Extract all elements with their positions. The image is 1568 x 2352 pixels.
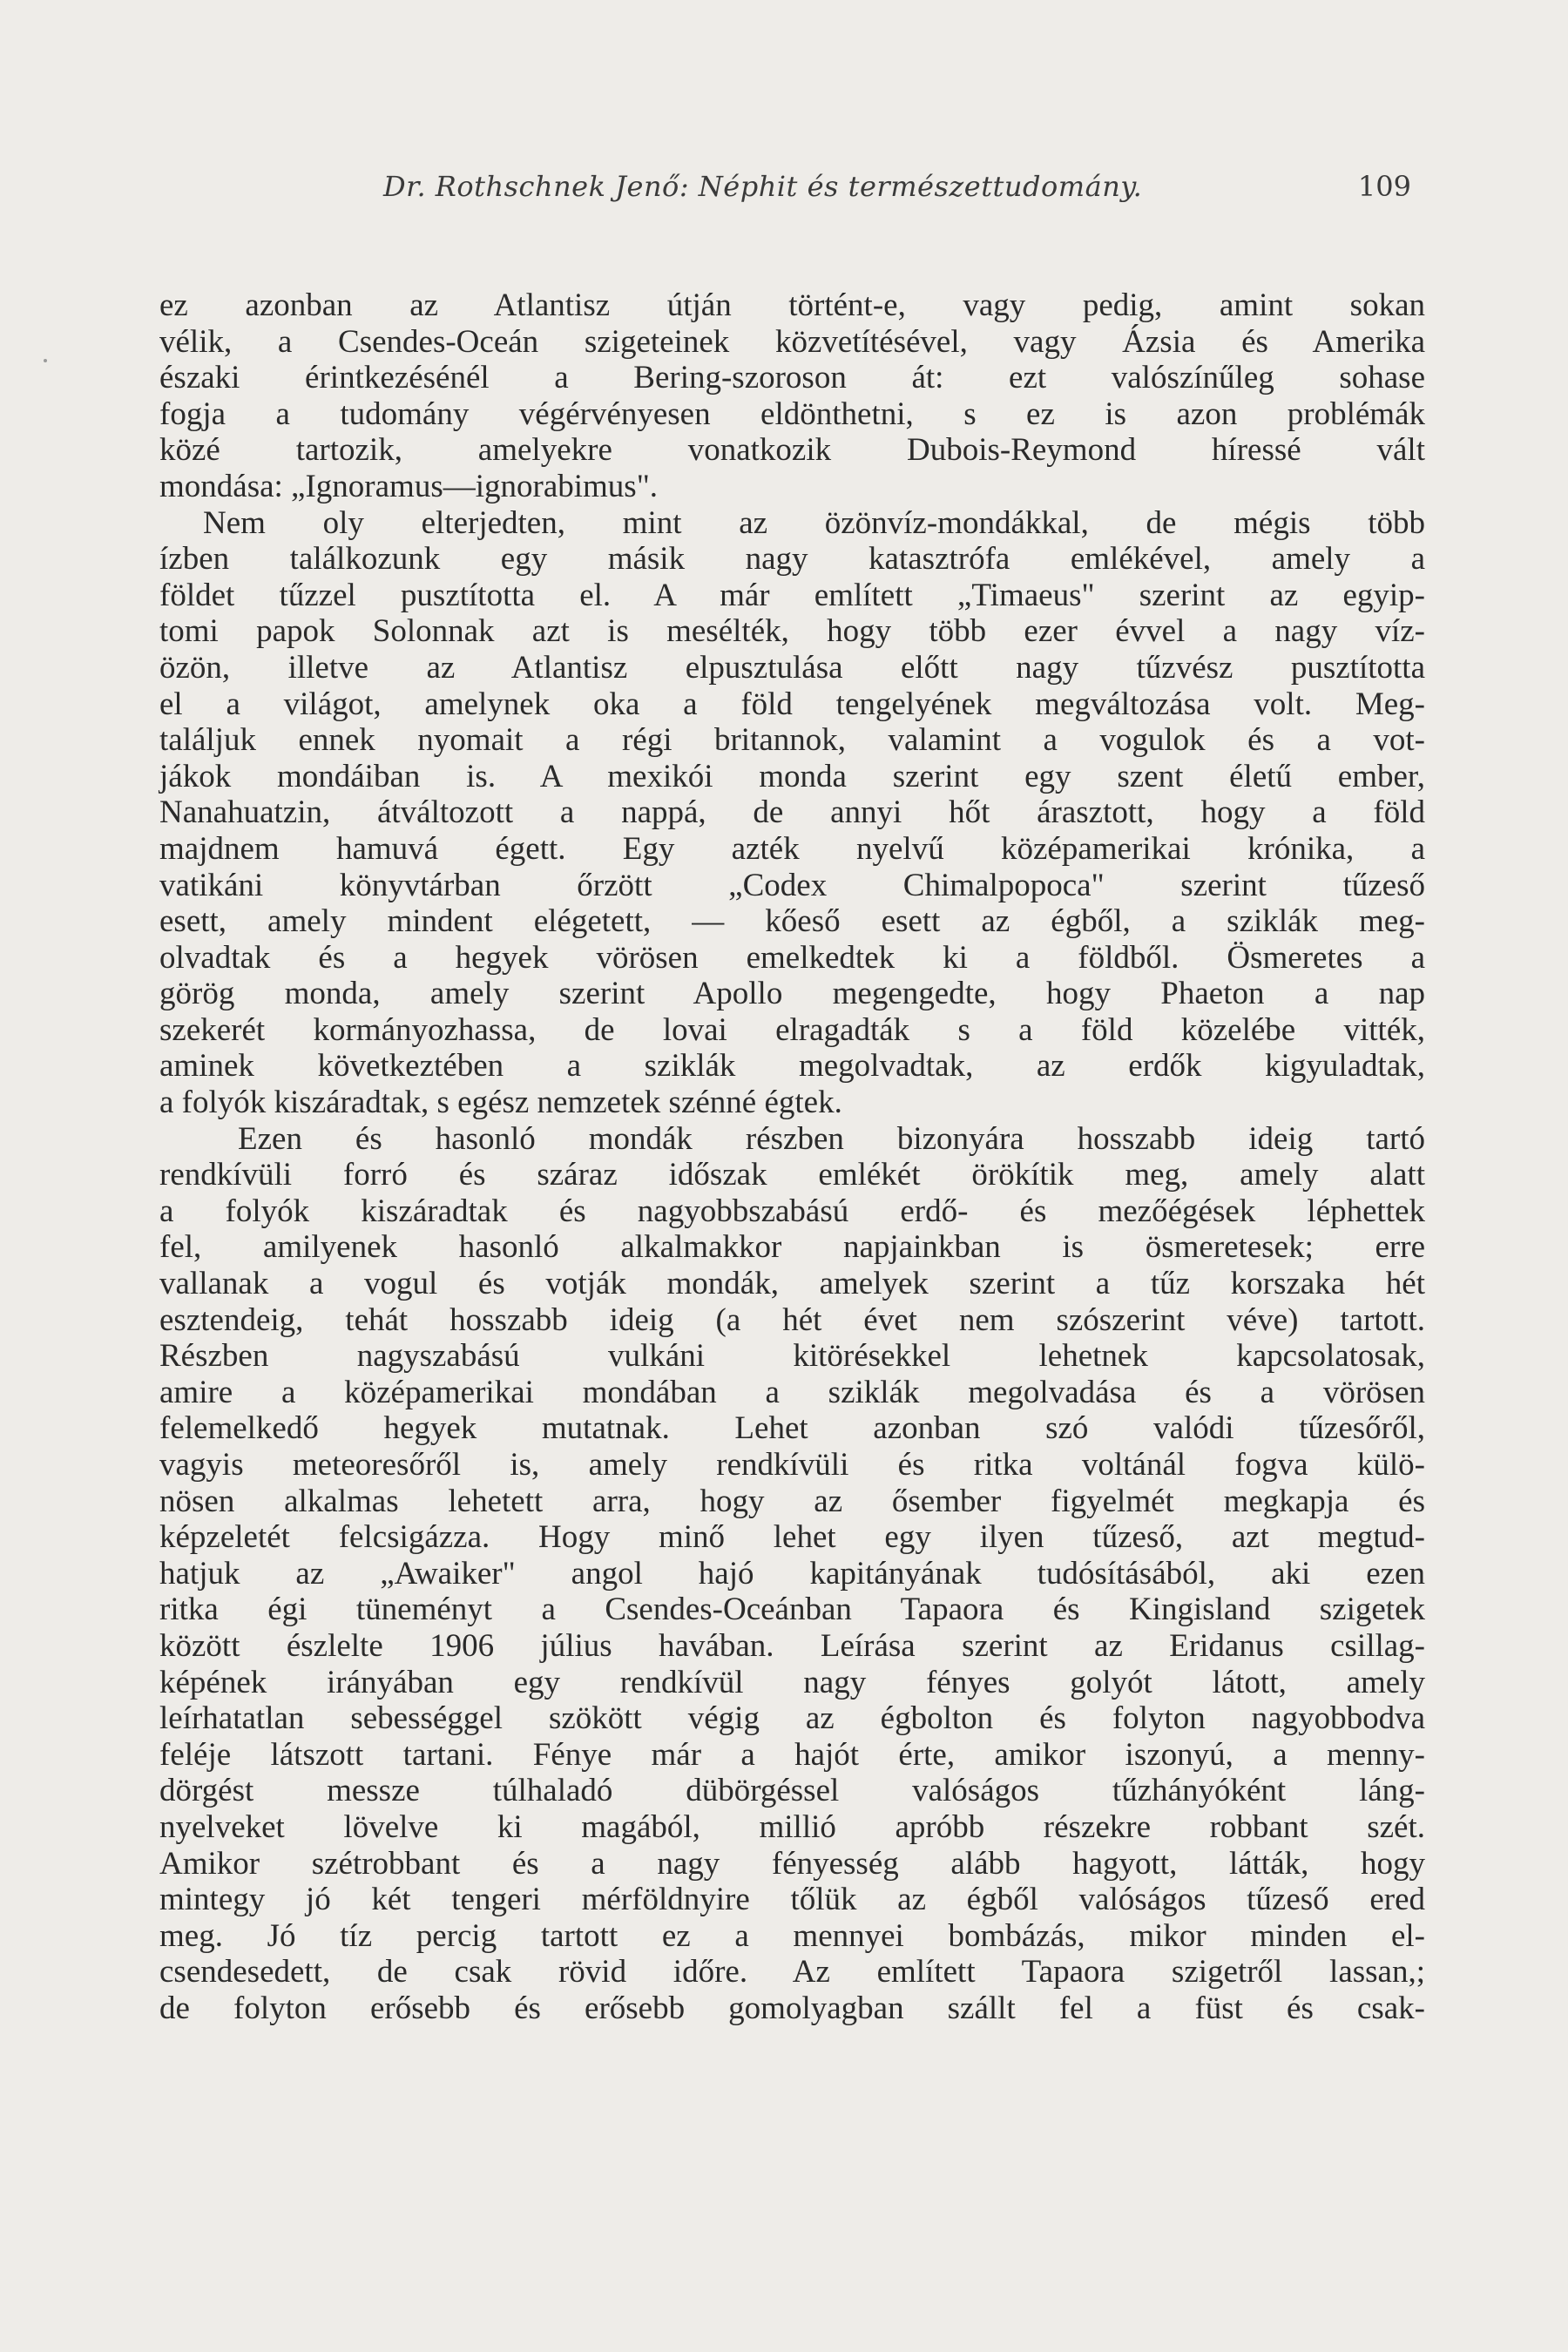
text-line: képének irányában egy rendkívül nagy fényes golyót látott, amely xyxy=(159,1664,1425,1700)
text-line: nösen alkalmas lehetett arra, hogy az ősember figyelmét megkapja és xyxy=(159,1483,1425,1519)
text-line: között észlelte 1906 július havában. Leírása szerint az Eridanus csillag- xyxy=(159,1627,1425,1664)
text-line: tomi papok Solonnak azt is mesélték, hogy több ezer évvel a nagy víz- xyxy=(159,613,1425,650)
text-line: özön, illetve az Atlantisz elpusztulása előtt nagy tűzvész pusztította xyxy=(159,649,1425,686)
text-line: el a világot, amelynek oka a föld tengelyének megváltozása volt. Meg- xyxy=(159,686,1425,722)
text-line: vagyis meteoresőről is, amely rendkívüli és ritka voltánál fogva külö- xyxy=(159,1447,1425,1483)
text-line: találjuk ennek nyomait a régi britannok, valamint a vogulok és a vot- xyxy=(159,722,1425,759)
text-line: ez azonban az Atlantisz útján történt-e, vagy pedig, amint sokan xyxy=(159,287,1425,323)
text-line: földet tűzzel pusztította el. A már említett „Timaeus" szerint az egyip- xyxy=(159,577,1425,613)
text-line: Amikor szétrobbant és a nagy fényesség alább hagyott, látták, hogy xyxy=(159,1845,1425,1882)
text-line: mintegy jó két tengeri mérföldnyire tőlük az égből valóságos tűzeső ered xyxy=(159,1882,1425,1918)
text-line: jákok mondáiban is. A mexikói monda szerint egy szent életű ember, xyxy=(159,758,1425,794)
page-speck xyxy=(44,359,47,362)
text-line: de folyton erősebb és erősebb gomolyagban szállt fel a füst és csak- xyxy=(159,1990,1425,2026)
text-line: görög monda, amely szerint Apollo megengedte, hogy Phaeton a nap xyxy=(159,976,1425,1012)
text-line: Részben nagyszabású vulkáni kitörésekkel lehetnek kapcsolatosak, xyxy=(159,1338,1425,1375)
text-line: mondása: „Ignoramus—ignorabimus". xyxy=(159,468,659,504)
text-line: szekerét kormányozhassa, de lovai elragadták s a föld közelébe vitték, xyxy=(159,1011,1425,1048)
text-line: Nanahuatzin, átváltozott a nappá, de annyi hőt árasztott, hogy a föld xyxy=(159,794,1425,831)
text-line: csendesedett, de csak rövid időre. Az említett Tapaora szigetről lassan,; xyxy=(159,1954,1425,1990)
text-line: ritka égi tüneményt a Csendes-Oceánban Tapaora és Kingisland szigetek xyxy=(159,1592,1425,1628)
text-line: fogja a tudomány végérvényesen eldönthetni, s ez is azon problémák xyxy=(159,395,1425,432)
running-header xyxy=(383,170,1411,213)
text-line: feléje látszott tartani. Fénye már a hajót érte, amikor iszonyú, a menny- xyxy=(159,1736,1425,1773)
text-line: vatikáni könyvtárban őrzött „Codex Chimalpopoca" szerint tűzeső xyxy=(159,867,1425,903)
text-line: aminek következtében a sziklák megolvadtak, az erdők kigyuladtak, xyxy=(159,1048,1425,1085)
text-line: a folyók kiszáradtak és nagyobbszabású erdő- és mezőégések léphettek xyxy=(159,1193,1425,1229)
text-line: esztendeig, tehát hosszabb ideig (a hét évet nem szószerint véve) tartott. xyxy=(159,1301,1425,1338)
page-number: 109 xyxy=(1357,170,1411,203)
text-line: fel, amilyenek hasonló alkalmakkor napjainkban is ösmeretesek; erre xyxy=(159,1229,1425,1266)
text-line: közé tartozik, amelyekre vonatkozik Dubois-Reymond híressé vált xyxy=(159,432,1425,469)
text-line: Nem oly elterjedten, mint az özönvíz-mondákkal, de mégis több xyxy=(203,504,1425,541)
text-line: vallanak a vogul és votják mondák, amelyek szerint a tűz korszaka hét xyxy=(159,1266,1425,1302)
text-line: amire a középamerikai mondában a sziklák megolvadása és a vörösen xyxy=(159,1374,1425,1410)
text-line: Ezen és hasonló mondák részben bizonyára hosszabb ideig tartó xyxy=(238,1120,1425,1157)
text-line: esett, amely mindent elégetett, — kőeső esett az égből, a sziklák meg- xyxy=(159,903,1425,940)
body-text xyxy=(159,287,1425,2027)
text-line: meg. Jó tíz percig tartott ez a mennyei bombázás, mikor minden el- xyxy=(159,1917,1425,1954)
text-line: vélik, a Csendes-Oceán szigeteinek közvetítésével, vagy Ázsia és Amerika xyxy=(159,323,1425,360)
text-line: felemelkedő hegyek mutatnak. Lehet azonban szó valódi tűzesőről, xyxy=(159,1410,1425,1447)
text-line: leírhatatlan sebességgel szökött végig az égbolton és folyton nagyobbodva xyxy=(159,1700,1425,1737)
text-line: nyelveket lövelve ki magából, millió apróbb részekre robbant szét. xyxy=(159,1808,1425,1845)
text-line: ízben találkozunk egy másik nagy katasztrófa emlékével, amely a xyxy=(159,541,1425,578)
text-line: dörgést messze túlhaladó dübörgéssel valóságos tűzhányóként láng- xyxy=(159,1773,1425,1809)
text-line: hatjuk az „Awaiker" angol hajó kapitányának tudósításából, aki ezen xyxy=(159,1555,1425,1592)
text-line: északi érintkezésénél a Bering-szoroson át: ezt valószínűleg sohase xyxy=(159,360,1425,396)
text-line: képzeletét felcsigázza. Hogy minő lehet egy ilyen tűzeső, azt megtud- xyxy=(159,1519,1425,1556)
text-line: majdnem hamuvá égett. Egy azték nyelvű középamerikai krónika, a xyxy=(159,830,1425,867)
text-line: olvadtak és a hegyek vörösen emelkedtek ki a földből. Ösmeretes a xyxy=(159,939,1425,976)
text-line: a folyók kiszáradtak, s egész nemzetek szénné égtek. xyxy=(159,1085,842,1121)
running-title: Dr. Rothschnek Jenő: Néphit és természettudomány. xyxy=(383,170,1143,203)
text-line: rendkívüli forró és száraz időszak emlékét örökítik meg, amely alatt xyxy=(159,1157,1425,1193)
